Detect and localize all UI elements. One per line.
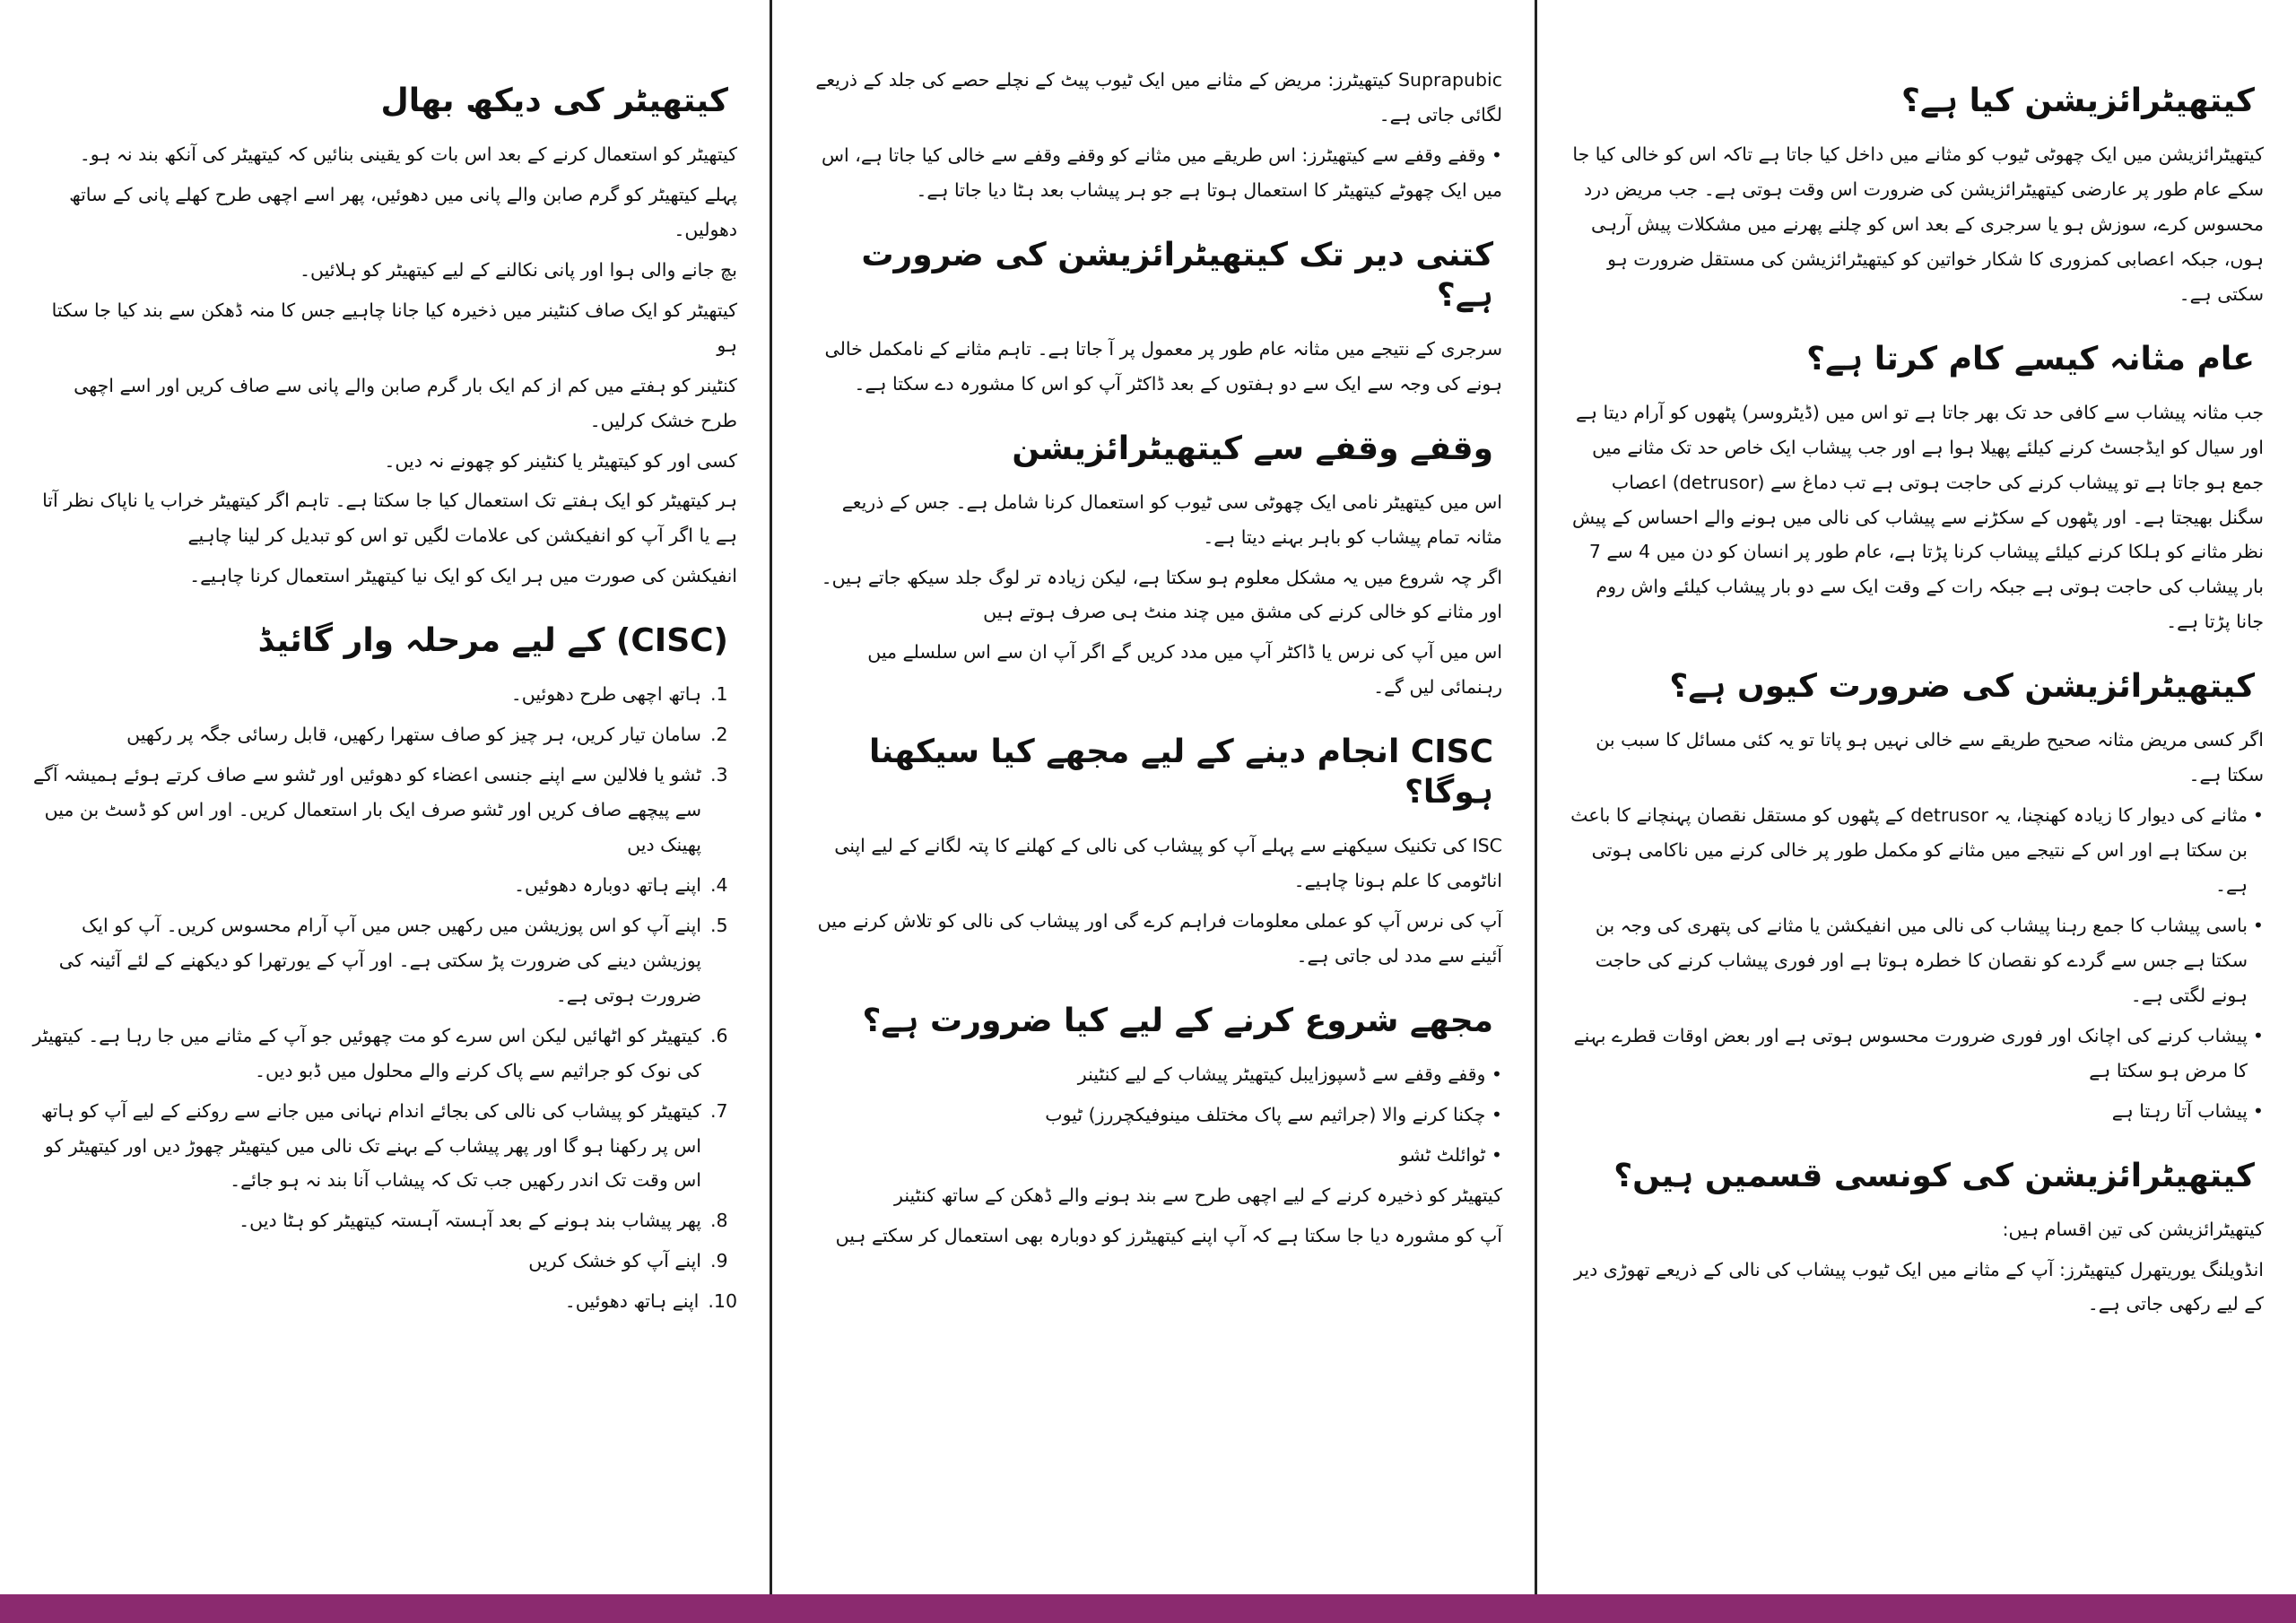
- step-number: 10.: [708, 1290, 737, 1313]
- care-paragraph: انفیکشن کی صورت میں ہر ایک کو ایک نیا کیتھیٹر استعمال کرنا چاہیے۔: [189, 565, 737, 587]
- problem-item: • باسی پیشاب کا جمع رہنا پیشاب کی نالی میں انفیکشن یا مثانے کی پتھری کی وجہ بن سکتا ہے جس سے گردے کو نقصان کا خطرہ ہوتا ہے اور فوری پیشاب کرنے کی حاجت ہونے لگتی ہے۔: [1570, 908, 2264, 1013]
- cisc-steps-list: [32, 677, 737, 1319]
- step-text: ہاتھ اچھی طرح دھوئیں۔: [510, 683, 701, 706]
- step-item: [32, 1284, 737, 1319]
- requirement-item: کیتھیٹر کو ذخیرہ کرنے کے لیے اچھی طرح سے بند ہونے والے ڈھکن کے ساتھ کنٹینر: [894, 1184, 1502, 1206]
- step-number: 2.: [710, 724, 728, 746]
- bladder-function-paragraph: جب مثانہ پیشاب سے کافی حد تک بھر جاتا ہے تو اس میں (ڈیٹروسر) پٹھوں کو آرام دیتا ہے اور سیال کو ایڈجسٹ کرنے کیلئے پھیلا ہوا ہے اور جب پیشاب ایک خاص حد تک مثانے میں جمع ہو جاتا ہے تو پیشاب کرنے کی حاجت ہوتی ہے تب دماغ سے (detrusor) اعصاب سگنل بھیجتا ہے۔ اور پٹھوں کے سکڑنے سے پیشاب کی نالی میں ہونے والے احساس کے پیش نظر مثانے کو ہلکا کرنے کیلئے پیشاب کرنا پڑتا ہے، عام طور پر انسان کو دن میں 4 سے 7 بار پیشاب کی حاجت ہوتی ہے جبکہ رات کے وقت ایک سے دو بار پیشاب کیلئے واش روم جانا پڑتا ہے۔: [1571, 401, 2264, 633]
- step-number: 3.: [710, 764, 728, 786]
- step-item: [32, 868, 737, 903]
- requirement-item: آپ کو مشورہ دیا جا سکتا ہے کہ آپ اپنے کیتھیٹرز کو دوبارہ بھی استعمال کر سکتے ہیں: [835, 1224, 1502, 1246]
- step-item: [32, 717, 737, 752]
- intermittent-paragraph: اس میں کیتھیٹر نامی ایک چھوٹی سی ٹیوب کو استعمال کرنا شامل ہے۔ جس کے ذریعے مثانہ تمام پیشاب کو باہر بہنے دیتا ہے۔: [841, 490, 1502, 548]
- requirement-item: • وقفے وقفے سے ڈسپوزایبل کیتھیٹر پیشاب کے لیے کنٹینر: [1077, 1063, 1502, 1085]
- step-number: 7.: [710, 1099, 728, 1122]
- step-item: [32, 908, 737, 1013]
- step-item: [32, 677, 737, 712]
- step-text: اپنے ہاتھ دوبارہ دھوئیں۔: [514, 873, 701, 896]
- step-number: 4.: [710, 873, 728, 896]
- types-heading: کیتھیٹرائزیشن کی کونسی قسمیں ہیں؟: [1613, 1157, 2255, 1194]
- types-intro: کیتھیٹرائزیشن کی تین اقسام ہیں:: [2002, 1218, 2264, 1240]
- duration-paragraph: سرجری کے نتیجے میں مثانہ عام طور پر معمول پر آ جاتا ہے۔ تاہم مثانے کے نامکمل خالی ہونے کی وجہ سے ایک سے دو ہفتوں کے بعد ڈاکٹر آپ کو اس کا مشورہ دے سکتا ہے۔: [824, 337, 1502, 395]
- step-number: 5.: [710, 914, 728, 936]
- care-paragraph: ہر کیتھیٹر کو ایک ہفتے تک استعمال کیا جا سکتا ہے۔ تاہم اگر کیتھیٹر خراب یا ناپاک نظر آتا ہے یا اگر آپ کو انفیکشن کی علامات لگیں تو اس کو تبدیل کر لینا چاہیے: [42, 490, 737, 547]
- suprapubic-paragraph: Suprapubic کیتھیٹرز: مریض کے مثانے میں ایک ٹیوب پیٹ کے نچلے حصے کی جلد کے ذریعے لگائی جاتی ہے۔: [815, 69, 1502, 126]
- cisc-guide-heading: (CISC) کے لیے مرحلہ وار گائیڈ: [257, 622, 728, 660]
- requirements-heading: مجھے شروع کرنے کے لیے کیا ضرورت ہے؟: [862, 1002, 1493, 1039]
- indwelling-paragraph: انڈویلنگ یوریتھرل کیتھیٹرز: آپ کے مثانے میں ایک ٹیوب پیشاب کی نالی کے ذریعے تھوڑی دیر کے لیے رکھی جاتی ہے۔: [1574, 1258, 2264, 1315]
- step-text: اپنے آپ کو اس پوزیشن میں رکھیں جس میں آپ آرام محسوس کریں۔ آپ کو ایک پوزیشن دینے کی ضرورت پڑ سکتی ہے۔ اور آپ کے یورتھرا کو دیکھنے کے لئے آئینہ کی ضرورت ہوتی ہے۔: [58, 914, 701, 1006]
- middle-column: [770, 0, 1537, 1594]
- intermittent-heading: وقفے وقفے سے کیتھیٹرائزیشن: [1012, 430, 1493, 467]
- catheter-care-list: [32, 137, 737, 594]
- problem-item: • مثانے کی دیوار کا زیادہ کھنچنا، یہ detrusor کے پٹھوں کو مستقل نقصان پہنچانے کا باعث بن سکتا ہے اور اس کے نتیجے میں مثانے کو مکمل طور پر خالی کرنے میں ناکامی ہوتی ہے۔: [1570, 798, 2264, 903]
- care-paragraph: کنٹینر کو ہفتے میں کم از کم ایک بار گرم صابن والے پانی سے صاف کریں اور اسے اچھی طرح خشک کرلیں۔: [74, 374, 737, 431]
- right-column: [1537, 0, 2296, 1594]
- problem-item: • پیشاب آتا رہتا ہے: [1570, 1094, 2264, 1129]
- step-item: [32, 1203, 737, 1238]
- problems-list: [1570, 798, 2264, 1128]
- why-needed-paragraph: اگر کسی مریض مثانہ صحیح طریقے سے خالی نہیں ہو پاتا تو یہ کئی مسائل کا سبب بن سکتا ہے۔: [1596, 729, 2264, 786]
- step-item: [32, 1244, 737, 1279]
- care-paragraph: کیتھیٹر کو استعمال کرنے کے بعد اس بات کو یقینی بنائیں کہ کیتھیٹر کی آنکھ بند نہ ہو۔: [79, 143, 737, 165]
- duration-heading: کتنی دیر تک کیتھیٹرائزیشن کی ضرورت ہے؟: [861, 236, 1493, 314]
- step-number: 9.: [710, 1250, 728, 1272]
- step-number: 8.: [710, 1210, 728, 1232]
- step-text: سامان تیار کریں، ہر چیز کو صاف ستھرا رکھیں، قابل رسائی جگہ پر رکھیں: [126, 724, 701, 746]
- step-text: کیتھیٹر کو اٹھائیں لیکن اس سرے کو مت چھوئیں جو آپ کے مثانے میں جا رہا ہے۔ کیتھیٹر کی نوک کو جراثیم سے پاک کرنے والے محلول میں ڈبو دیں۔: [32, 1024, 701, 1081]
- help-paragraph: اس میں آپ کی نرس یا ڈاکٹر آپ میں مدد کریں گے اگر آپ ان سے اس سلسلے میں رہنمائی لیں گے۔: [867, 641, 1502, 699]
- learning-paragraph: اگر چہ شروع میں یہ مشکل معلوم ہو سکتا ہے، لیکن زیادہ تر لوگ جلد سیکھ جاتے ہیں۔ اور مثانے کو خالی کرنے کی مشق میں چند منٹ ہی صرف ہوتے ہیں: [821, 566, 1502, 623]
- care-paragraph: بچ جانے والی ہوا اور پانی نکالنے کے لیے کیتھیٹر کو ہلائیں۔: [299, 258, 737, 281]
- step-text: پھر پیشاب بند ہونے کے بعد آہستہ آہستہ کیتھیٹر کو ہٹا دیں۔: [239, 1210, 701, 1232]
- step-text: اپنے ہاتھ دھوئیں۔: [564, 1290, 700, 1313]
- cisc-learn-heading: CISC انجام دینے کے لیے مجھے کیا سیکھنا ہوگا؟: [869, 733, 1493, 812]
- step-number: 1.: [710, 683, 728, 706]
- step-text: کیتھیٹر کو پیشاب کی نالی کی بجائے اندام نہانی میں جانے سے روکنے کے لیے آپ کو ہاتھ اس پر رکھنا ہو گا اور پھر پیشاب کے بہنے تک نالی میں کیتھیٹر چھوڑ دیں اور کیتھیٹر کو اس وقت تک اندر رکھیں جب تک کہ پیشاب آنا بند نہ ہو جائے۔: [40, 1099, 701, 1192]
- step-text: ٹشو یا فلالین سے اپنے جنسی اعضاء کو دھوئیں اور ٹشو سے صاف کرتے ہوئے ہمیشہ آگے سے پیچھے صاف کریں اور ٹشو صرف ایک بار استعمال کریں۔ اور اس کو ڈسٹ بن میں پھینک دیں: [33, 764, 701, 855]
- anatomy-paragraph: ISC کی تکنیک سیکھنے سے پہلے آپ کو پیشاب کی نالی کے کھلنے کا پتہ لگانے کے لیے اپنی اناٹومی کا علم ہونا چاہیے۔: [834, 835, 1502, 892]
- footer-bar: [0, 1594, 2296, 1623]
- step-number: 6.: [710, 1024, 728, 1046]
- nurse-paragraph: آپ کی نرس آپ کو عملی معلومات فراہم کرے گی اور پیشاب کی نالی کو تلاش کرنے میں آئینے سے مدد لی جاتی ہے۔: [817, 910, 1502, 968]
- problem-item: • پیشاب کرنے کی اچانک اور فوری ضرورت محسوس ہوتی ہے اور بعض اوقات قطرے بہنے کا مرض ہو سکتا ہے: [1570, 1019, 2264, 1089]
- intermittent-catheter-paragraph: • وقفے وقفے سے کیتھیٹرز: اس طریقے میں مثانے کو وقفے وقفے سے خالی کیا جاتا ہے، اس میں ایک چھوٹے کیتھیٹر کا استعمال ہوتا ہے جو ہر پیشاب بعد ہٹا دیا جاتا ہے۔: [821, 143, 1502, 201]
- step-item: [32, 1094, 737, 1199]
- step-item: [32, 758, 737, 863]
- catheter-care-heading: کیتھیٹر کی دیکھ بھال: [380, 82, 728, 119]
- requirements-list: [804, 1057, 1502, 1254]
- what-is-paragraph: کیتھیٹرائزیشن میں ایک چھوٹی ٹیوب کو مثانے میں داخل کیا جاتا ہے تاکہ اس کو خالی کیا جا سکے عام طور پر عارضی کیتھیٹرائزیشن کی ضرورت اس وقت ہوتی ہے۔ جب مریض درد محسوس کرے، سوزش ہو یا سرجری کے بعد اس کو چلنے پھرنے میں مشکلات پیش آرہی ہوں، جبکہ اعصابی کمزوری کا شکار خواتین کو کیتھیٹرائزیشن کی مستقل ضرورت ہو سکتی ہے۔: [1572, 143, 2264, 305]
- care-paragraph: کسی اور کو کیتھیٹر یا کنٹینر کو چھونے نہ دیں۔: [384, 449, 737, 472]
- care-paragraph: پہلے کیتھیٹر کو گرم صابن والے پانی میں دھوئیں، پھر اسے اچھی طرح کھلے پانی کے ساتھ دھولیں۔: [69, 183, 737, 240]
- bladder-function-heading: عام مثانہ کیسے کام کرتا ہے؟: [1806, 340, 2255, 378]
- requirement-item: • چکنا کرنے والا (جراثیم سے پاک مختلف مینوفیکچررز) ٹیوب: [1045, 1103, 1502, 1125]
- care-paragraph: کیتھیٹر کو ایک صاف کنٹینر میں ذخیرہ کیا جانا چاہیے جس کا منہ ڈھکن سے بند کیا جا سکتا ہو: [51, 299, 737, 356]
- why-needed-heading: کیتھیٹرائزیشن کی ضرورت کیوں ہے؟: [1669, 668, 2255, 706]
- step-text: اپنے آپ کو خشک کریں: [528, 1250, 701, 1272]
- what-is-catheterization-heading: کیتھیٹرائزیشن کیا ہے؟: [1901, 82, 2255, 119]
- requirement-item: • ٹوائلٹ ٹشو: [1399, 1143, 1502, 1166]
- step-item: [32, 1019, 737, 1089]
- left-column: [0, 0, 770, 1594]
